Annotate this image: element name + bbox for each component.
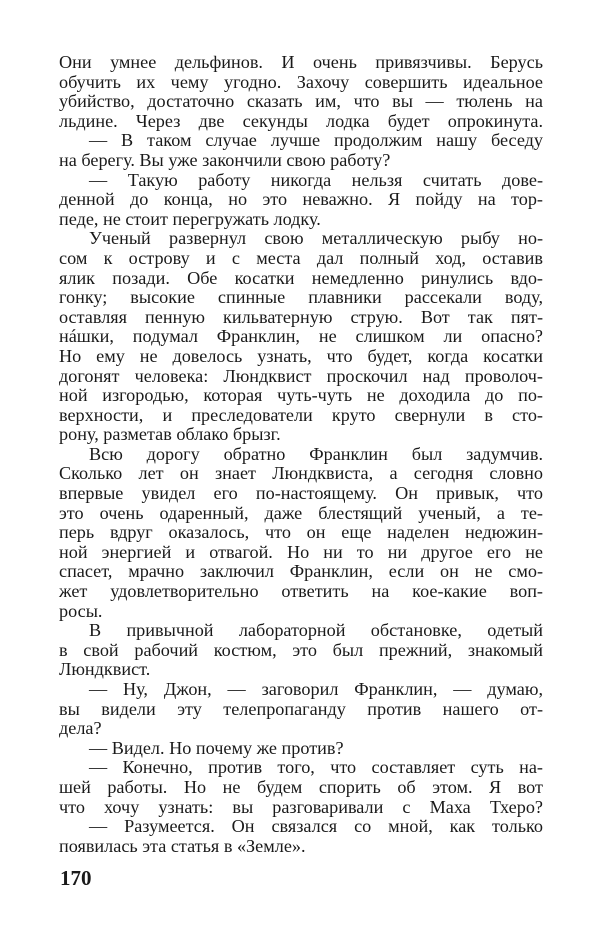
text-line: — Такую работу никогда нельзя считать дове- bbox=[89, 169, 543, 190]
text-line: дела? bbox=[59, 718, 102, 739]
text-line: ялик позади. Обе косатки немедленно ринулись вдо- bbox=[59, 267, 543, 288]
text-line: сом к острову и с места дал полный ход, оставив bbox=[59, 247, 543, 268]
text-line: рону, разметав облако брызг. bbox=[59, 424, 281, 445]
text-line: ной изгородью, которая чуть-чуть не доходила до по- bbox=[59, 385, 543, 406]
text-line: что хочу узнать: вы разговаривали с Маха Тхеро? bbox=[59, 796, 543, 817]
text-line: шей работы. Но не будем спорить об этом. Я вот bbox=[59, 776, 543, 797]
text-line: оставляя пенную кильватерную струю. Вот так пят- bbox=[59, 306, 543, 327]
text-line: Но ему не довелось узнать, что будет, когда косатки bbox=[59, 345, 543, 366]
text-line: Сколько лет он знает Люндквиста, а сегодня словно bbox=[59, 463, 543, 484]
text-line: льдине. Через две секунды лодка будет опрокинута. bbox=[59, 110, 543, 131]
text-line: спасет, мрачно заключил Франклин, если он не смо- bbox=[59, 561, 543, 582]
text-line: перь вдруг оказалось, что он еще наделен недюжин- bbox=[59, 522, 543, 543]
text-line: вы видели эту телепропаганду против нашего от- bbox=[59, 698, 543, 719]
text-line: — Ну, Джон, — заговорил Франклин, — думаю, bbox=[89, 679, 543, 699]
body-text bbox=[59, 53, 543, 856]
text-line: денной до конца, но это неважно. Я пойду на тор- bbox=[59, 189, 543, 210]
text-line: верхности, и преследователи круто свернули в сто- bbox=[59, 404, 543, 425]
text-line: — Конечно, против того, что составляет суть на- bbox=[89, 757, 543, 778]
text-line: росы. bbox=[59, 600, 103, 621]
text-line: Они умнее дельфинов. И очень привязчивы. Берусь bbox=[59, 52, 543, 72]
text-line: — В таком случае лучше продолжим нашу беседу bbox=[89, 130, 543, 151]
text-line: ной энергией и отвагой. Но ни то ни другое его не bbox=[59, 541, 543, 562]
text-line: гонку; высокие спинные плавники рассекали воду, bbox=[59, 287, 543, 308]
text-line: убийство, достаточно сказать им, что вы — тюлень на bbox=[59, 91, 543, 112]
text-line: на берегу. Вы уже закончили свою работу? bbox=[59, 149, 391, 170]
text-line: жет удовлетворительно ответить на кое-какие воп- bbox=[59, 581, 543, 602]
text-line: Ученый развернул свою металлическую рыбу но- bbox=[89, 228, 543, 249]
text-line: Люндквист. bbox=[59, 659, 151, 680]
text-line: — Разумеется. Он связался со мной, как только bbox=[89, 816, 543, 837]
page-number: 170 bbox=[60, 866, 92, 890]
text-line: педе, не стоит перегружать лодку. bbox=[59, 208, 321, 229]
text-line: обучить их чему угодно. Захочу совершить идеальное bbox=[59, 71, 543, 92]
text-line: В привычной лабораторной обстановке, одетый bbox=[89, 620, 543, 641]
text-line: Всю дорогу обратно Франклин был задумчив. bbox=[89, 443, 543, 464]
text-line: впервые увидел его по-настоящему. Он привык, что bbox=[59, 483, 543, 504]
text-line: появилась эта статья в «Земле». bbox=[59, 835, 306, 856]
text-line: — Видел. Но почему же против? bbox=[89, 737, 344, 758]
text-line: догонят человека: Люндквист проскочил над проволоч- bbox=[59, 365, 543, 386]
text-line: нáшки, подумал Франклин, не слишком ли опасно? bbox=[59, 326, 543, 347]
text-line: в свой рабочий костюм, это был прежний, знакомый bbox=[59, 639, 543, 660]
text-line: это очень одаренный, даже блестящий ученый, а те- bbox=[59, 502, 543, 523]
